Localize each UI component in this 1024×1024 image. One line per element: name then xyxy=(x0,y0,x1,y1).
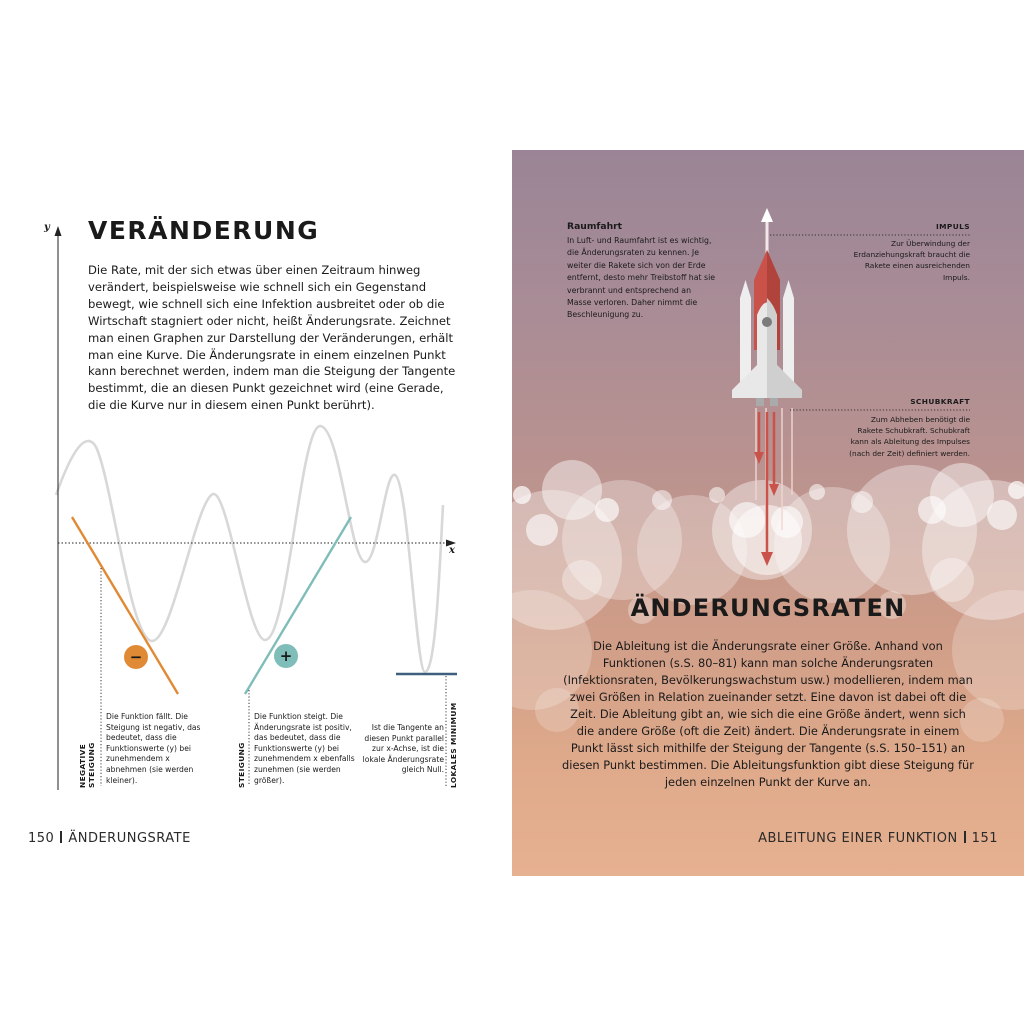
spaceflight-heading: Raumfahrt xyxy=(567,221,623,232)
function-curve xyxy=(56,426,443,672)
local-minimum-label: LOKALES MINIMUM xyxy=(449,702,458,788)
spaceflight-text: In Luft- und Raumfahrt ist es wichtig, die Änderungsraten zu kennen. Je weiter die Rakete sich von der Erde entfernt, desto mehr Treibstoff hat sie verbrannt und entsprechend an Masse verloren. Daher nimmt die Beschleunigung zu. xyxy=(567,236,716,320)
thrust-text: Zum Abheben benötigt die Rakete Schubkraft. Schubkraft kann als Ableitung des Impulses (nach der Zeit) definiert werden. xyxy=(849,415,970,458)
negative-tangent xyxy=(72,517,178,694)
rate-of-change-graph xyxy=(0,0,512,820)
negative-slope-label-line1: NEGATIVE xyxy=(78,743,87,788)
y-axis-arrow xyxy=(55,226,62,236)
plus-badge xyxy=(274,644,298,668)
minus-badge-label: − xyxy=(129,648,143,666)
folio-separator xyxy=(60,831,62,843)
folio-separator xyxy=(964,831,966,843)
section-body: Die Ableitung ist die Änderungsrate einer Größe. Anhand von Funktionen (s.S. 80–81) kann man solche Änderungsraten (Infektionsraten, Bevölkerungswachstum usw.) modellieren, indem man zwei Größen in Relation zueinander setzt. Eine davon ist dabei oft die Zeit. Die Ableitung gibt an, wie sich die eine Größe ändert, wenn sich die andere Größe (oft die Zeit) ändert. Die Änderungsrate in einem Punkt lässt sich mithilfe der Steigung der Tangente (s.S. 150–151) an diesen Punkt bestimmen. Die Ableitungsfunktion gibt diese Steigung für jeden einzelnen Punkt der Kurve an. xyxy=(562,639,974,789)
positive-slope-note: Die Funktion steigt. Die Änderungsrate ist positiv, das bedeutet, dass die Funktionswerte (y) bei zunehmendem x ebenfalls zunehmen (sie werden größer). xyxy=(254,712,355,785)
x-axis-label: x xyxy=(449,545,455,556)
right-page-number: 151 xyxy=(971,831,998,846)
rocket xyxy=(732,250,802,406)
left-section-title: ÄNDERUNGSRATE xyxy=(68,831,191,846)
right-page xyxy=(512,150,1024,876)
left-folio xyxy=(28,831,191,846)
thrust-label: SCHUBKRAFT xyxy=(910,397,970,406)
impulse-text: Zur Überwindung der Erdanziehungskraft braucht die Rakete einen ausreichenden Impuls. xyxy=(853,239,970,282)
intro-paragraph: Die Rate, mit der sich etwas über einen Zeitraum hinweg verändert, beispielsweise wie schnell sich ein Gegenstand bewegt, wie schnell sich eine Infektion ausbreitet oder ob die Wirtschaft stagniert oder nicht, heißt Änderungsrate. Zeichnet man einen Graphen zur Darstellung der Veränderungen, erhält man eine Kurve. Die Änderungsrate in einem einzelnen Punkt kann berechnet werden, indem man die Steigung der Tangente bestimmt, die an diesen Punkt gezeichnet wird (eine Gerade, die die Kurve nur in diesem einen Punkt berührt). xyxy=(88,263,456,413)
negative-slope-note: Die Funktion fällt. Die Steigung ist negativ, das bedeutet, dass die Funktionswerte (y) bei zunehmendem x abnehmen (sie werden kleiner). xyxy=(106,712,201,785)
left-page-number: 150 xyxy=(28,831,55,846)
section-title: ÄNDERUNGSRATEN xyxy=(630,594,906,622)
impulse-label: IMPULS xyxy=(936,222,970,231)
page-title: VERÄNDERUNG xyxy=(88,216,320,245)
right-folio xyxy=(758,831,998,846)
impulse-arrowhead xyxy=(761,208,773,222)
plus-badge-label: + xyxy=(279,647,293,665)
negative-slope-label-line2: STEIGUNG xyxy=(87,742,96,788)
positive-tangent xyxy=(245,517,351,694)
right-section-title: ABLEITUNG EINER FUNKTION xyxy=(758,831,958,846)
local-minimum-note: Ist die Tangente an diesen Punkt parallel zur x-Achse, ist die lokale Änderungsrate gleich Null. xyxy=(362,723,444,775)
minus-badge xyxy=(124,645,148,669)
negative-slope-label xyxy=(78,742,96,788)
positive-slope-label: STEIGUNG xyxy=(237,742,246,788)
y-axis-label: y xyxy=(44,222,50,233)
